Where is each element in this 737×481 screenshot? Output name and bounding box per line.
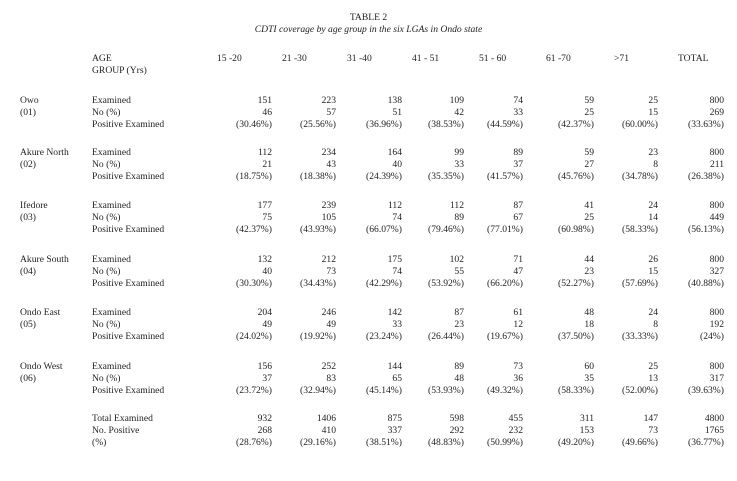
no-value: 268 [257, 425, 272, 436]
examined-value: 112 [449, 200, 464, 211]
examined-value: 102 [449, 254, 464, 265]
table-title: TABLE 2 [349, 12, 388, 23]
examined-value: 800 [709, 307, 724, 318]
no-value: 25 [584, 107, 594, 118]
lga-group-5 [0, 307, 737, 343]
no-value: 23 [454, 319, 464, 330]
lga-name: Owo [20, 95, 39, 106]
lga-name: Ondo East [20, 307, 61, 318]
pct-value: (60.98%) [558, 224, 594, 235]
examined-value: 48 [584, 307, 594, 318]
no-value: 18 [584, 319, 594, 330]
examined-value: 204 [257, 307, 272, 318]
value-column-15-20 [236, 361, 272, 397]
pct-value: (49.66%) [622, 437, 658, 448]
no-value: 40 [392, 159, 402, 170]
no-value: 36 [513, 373, 523, 384]
pct-value: (33.33%) [622, 331, 658, 342]
pct-value: (79.46%) [428, 224, 464, 235]
pct-value: (48.83%) [428, 437, 464, 448]
positive-examined-label: Positive Examined [92, 119, 165, 130]
no-value: 55 [454, 266, 464, 277]
no-value: 317 [709, 373, 724, 384]
examined-value: 239 [321, 200, 336, 211]
col-header-total: TOTAL [678, 53, 709, 64]
no-value: 67 [513, 212, 523, 223]
examined-value: 25 [648, 361, 658, 372]
no-value: 410 [321, 425, 336, 436]
examined-value: 73 [513, 361, 523, 372]
no-pct-label: No (%) [92, 107, 121, 118]
value-column-15-20 [236, 200, 272, 236]
pct-value: (18.38%) [300, 171, 336, 182]
no-value: 73 [326, 266, 336, 277]
no-value: 153 [579, 425, 594, 436]
value-column-over-71 [622, 200, 658, 236]
value-column-total [688, 254, 724, 290]
examined-value: 23 [648, 147, 658, 158]
no-value: 57 [326, 107, 336, 118]
value-column-21-30 [300, 254, 336, 290]
positive-examined-label: Positive Examined [92, 331, 165, 342]
examined-value: 87 [454, 307, 464, 318]
pct-value: (50.99%) [487, 437, 523, 448]
no-value: 449 [709, 212, 724, 223]
total-examined-label: Total Examined [92, 413, 153, 424]
lga-label [20, 200, 48, 224]
examined-value: 25 [648, 95, 658, 106]
pct-value: (25.56%) [300, 119, 336, 130]
no-pct-label: No (%) [92, 212, 121, 223]
lga-group-6 [0, 361, 737, 397]
examined-value: 252 [321, 361, 336, 372]
no-positive-label: No. Positive [92, 425, 140, 436]
pct-value: (44.59%) [487, 119, 523, 130]
pct-value: (18.75%) [236, 171, 272, 182]
pct-value: (38.51%) [366, 437, 402, 448]
no-value: 33 [454, 159, 464, 170]
no-value: 46 [262, 107, 272, 118]
table-subtitle: CDTI coverage by age group in the six LGAs in Ondo state [254, 24, 483, 35]
value-column-51-60 [487, 413, 523, 449]
no-value: 15 [648, 266, 658, 277]
value-column-51-60 [487, 254, 523, 290]
value-column-31-40 [366, 254, 402, 290]
value-column-41-51 [428, 361, 464, 397]
examined-label: Examined [92, 254, 131, 265]
value-column-21-30 [300, 95, 336, 131]
pct-value: (45.14%) [366, 385, 402, 396]
value-column-over-71 [622, 95, 658, 131]
value-column-21-30 [300, 307, 336, 343]
lga-label [20, 361, 63, 385]
pct-value: (53.92%) [428, 278, 464, 289]
examined-value: 800 [709, 200, 724, 211]
col-header-41-51: 41 - 51 [412, 53, 440, 64]
lga-group-4 [0, 254, 737, 290]
examined-value: 112 [257, 147, 272, 158]
no-value: 75 [262, 212, 272, 223]
pct-value: (39.63%) [688, 385, 724, 396]
lga-label [20, 254, 69, 278]
examined-value: 89 [513, 147, 523, 158]
row-labels [92, 361, 164, 397]
pct-value: (30.46%) [236, 119, 272, 130]
value-column-31-40 [366, 361, 402, 397]
examined-label: Examined [92, 147, 131, 158]
no-value: 327 [709, 266, 724, 277]
row-labels [92, 200, 164, 236]
examined-value: 800 [709, 147, 724, 158]
percent-label: (%) [92, 437, 107, 448]
examined-value: 1406 [316, 413, 336, 424]
no-value: 74 [392, 212, 402, 223]
examined-value: 99 [454, 147, 464, 158]
no-value: 35 [584, 373, 594, 384]
col-header-21-30: 21 -30 [282, 53, 307, 64]
examined-value: 175 [387, 254, 402, 265]
examined-value: 61 [513, 307, 523, 318]
row-labels [92, 254, 164, 290]
pct-value: (37.50%) [558, 331, 594, 342]
pct-value: (45.76%) [558, 171, 594, 182]
no-value: 8 [653, 159, 658, 170]
no-value: 40 [262, 266, 272, 277]
examined-value: 4800 [704, 413, 724, 424]
lga-code: (02) [20, 159, 36, 170]
no-value: 89 [454, 212, 464, 223]
no-pct-label: No (%) [92, 159, 121, 170]
value-column-51-60 [487, 361, 523, 397]
pct-value: (19.67%) [487, 331, 523, 342]
examined-value: 164 [387, 147, 402, 158]
value-column-31-40 [366, 200, 402, 236]
pct-value: (36.96%) [366, 119, 402, 130]
value-column-over-71 [622, 413, 658, 449]
pct-value: (32.94%) [300, 385, 336, 396]
pct-value: (43.93%) [300, 224, 336, 235]
positive-examined-label: Positive Examined [92, 171, 165, 182]
pct-value: (26.38%) [688, 171, 724, 182]
examined-label: Examined [92, 307, 131, 318]
age-group-header: AGE GROUP (Yrs) [92, 53, 147, 76]
no-value: 49 [262, 319, 272, 330]
column-header-row [0, 53, 737, 83]
value-column-total [688, 413, 724, 449]
pct-value: (49.20%) [558, 437, 594, 448]
no-value: 25 [584, 212, 594, 223]
pct-value: (52.27%) [558, 278, 594, 289]
value-column-31-40 [366, 95, 402, 131]
examined-value: 138 [387, 95, 402, 106]
value-column-41-51 [428, 200, 464, 236]
value-column-61-70 [558, 254, 594, 290]
examined-value: 24 [648, 200, 658, 211]
totals-labels [92, 413, 153, 449]
pct-value: (66.20%) [487, 278, 523, 289]
col-header-15-20: 15 -20 [217, 53, 242, 64]
lga-code: (01) [20, 107, 36, 118]
examined-value: 87 [513, 200, 523, 211]
table-title-block [0, 12, 737, 36]
pct-value: (66.07%) [366, 224, 402, 235]
col-header-51-60: 51 - 60 [479, 53, 507, 64]
no-value: 21 [262, 159, 272, 170]
pct-value: (38.53%) [428, 119, 464, 130]
examined-value: 223 [321, 95, 336, 106]
value-column-over-71 [622, 147, 658, 183]
pct-value: (52.00%) [622, 385, 658, 396]
no-value: 211 [709, 159, 724, 170]
pct-value: (40.88%) [688, 278, 724, 289]
no-value: 48 [454, 373, 464, 384]
lga-group-3 [0, 200, 737, 236]
row-labels [92, 307, 164, 343]
no-value: 42 [454, 107, 464, 118]
no-value: 1765 [704, 425, 724, 436]
value-column-61-70 [558, 361, 594, 397]
no-value: 232 [508, 425, 523, 436]
value-column-31-40 [366, 147, 402, 183]
no-value: 269 [709, 107, 724, 118]
value-column-61-70 [558, 307, 594, 343]
examined-value: 26 [648, 254, 658, 265]
examined-value: 151 [257, 95, 272, 106]
value-column-15-20 [236, 254, 272, 290]
value-column-31-40 [366, 413, 402, 449]
pct-value: (24%) [700, 331, 724, 342]
no-pct-label: No (%) [92, 373, 121, 384]
examined-value: 800 [709, 361, 724, 372]
pct-value: (57.69%) [622, 278, 658, 289]
no-value: 292 [449, 425, 464, 436]
no-value: 37 [262, 373, 272, 384]
totals-group [0, 413, 737, 449]
examined-value: 800 [709, 95, 724, 106]
examined-value: 455 [508, 413, 523, 424]
value-column-41-51 [428, 413, 464, 449]
lga-code: (05) [20, 319, 36, 330]
value-column-21-30 [300, 200, 336, 236]
positive-examined-label: Positive Examined [92, 278, 165, 289]
value-column-21-30 [300, 147, 336, 183]
examined-value: 144 [387, 361, 402, 372]
examined-value: 44 [584, 254, 594, 265]
examined-value: 60 [584, 361, 594, 372]
value-column-15-20 [236, 95, 272, 131]
value-column-31-40 [366, 307, 402, 343]
value-column-51-60 [487, 307, 523, 343]
examined-value: 932 [257, 413, 272, 424]
no-value: 14 [648, 212, 658, 223]
pct-value: (19.92%) [300, 331, 336, 342]
lga-label [20, 307, 60, 331]
no-value: 12 [513, 319, 523, 330]
value-column-total [688, 95, 724, 131]
pct-value: (42.29%) [366, 278, 402, 289]
pct-value: (36.77%) [688, 437, 724, 448]
examined-value: 132 [257, 254, 272, 265]
pct-value: (34.43%) [300, 278, 336, 289]
pct-value: (28.76%) [236, 437, 272, 448]
value-column-over-71 [622, 361, 658, 397]
examined-value: 177 [257, 200, 272, 211]
no-value: 8 [653, 319, 658, 330]
no-value: 337 [387, 425, 402, 436]
examined-value: 800 [709, 254, 724, 265]
lga-group-2 [0, 147, 737, 183]
pct-value: (30.30%) [236, 278, 272, 289]
value-column-total [700, 307, 724, 343]
pct-value: (24.39%) [366, 171, 402, 182]
value-column-51-60 [487, 147, 523, 183]
pct-value: (49.32%) [487, 385, 523, 396]
lga-code: (03) [20, 212, 36, 223]
no-value: 43 [326, 159, 336, 170]
lga-name: Ifedore [20, 200, 48, 211]
pct-value: (42.37%) [558, 119, 594, 130]
pct-value: (35.35%) [428, 171, 464, 182]
examined-value: 71 [513, 254, 523, 265]
row-labels [92, 95, 164, 131]
no-value: 74 [392, 266, 402, 277]
lga-code: (04) [20, 266, 36, 277]
lga-name: Akure North [20, 147, 69, 158]
pct-value: (77.01%) [487, 224, 523, 235]
value-column-41-51 [428, 95, 464, 131]
lga-group-1 [0, 95, 737, 131]
value-column-51-60 [487, 95, 523, 131]
examined-value: 598 [449, 413, 464, 424]
value-column-total [688, 361, 724, 397]
no-value: 73 [648, 425, 658, 436]
no-value: 47 [513, 266, 523, 277]
examined-value: 59 [584, 95, 594, 106]
no-pct-label: No (%) [92, 266, 121, 277]
row-labels [92, 147, 164, 183]
value-column-51-60 [487, 200, 523, 236]
examined-value: 24 [648, 307, 658, 318]
examined-value: 147 [643, 413, 658, 424]
examined-value: 41 [584, 200, 594, 211]
pct-value: (53.93%) [428, 385, 464, 396]
examined-value: 109 [449, 95, 464, 106]
col-header-over-71: >71 [614, 53, 630, 64]
no-value: 23 [584, 266, 594, 277]
examined-value: 142 [387, 307, 402, 318]
examined-value: 112 [387, 200, 402, 211]
positive-examined-label: Positive Examined [92, 224, 165, 235]
examined-value: 311 [579, 413, 594, 424]
lga-label [20, 147, 69, 171]
value-column-61-70 [558, 147, 594, 183]
value-column-total [688, 147, 724, 183]
pct-value: (58.33%) [622, 224, 658, 235]
col-header-31-40: 31 -40 [347, 53, 372, 64]
col-header-61-70: 61 -70 [546, 53, 571, 64]
pct-value: (23.24%) [366, 331, 402, 342]
value-column-61-70 [558, 413, 594, 449]
value-column-41-51 [428, 147, 464, 183]
examined-value: 156 [257, 361, 272, 372]
value-column-41-51 [428, 307, 464, 343]
value-column-21-30 [300, 361, 336, 397]
no-value: 65 [392, 373, 402, 384]
examined-value: 59 [584, 147, 594, 158]
value-column-over-71 [622, 307, 658, 343]
no-value: 33 [392, 319, 402, 330]
value-column-61-70 [558, 95, 594, 131]
pct-value: (26.44%) [428, 331, 464, 342]
lga-name: Ondo West [20, 361, 63, 372]
examined-value: 246 [321, 307, 336, 318]
no-value: 83 [326, 373, 336, 384]
no-value: 15 [648, 107, 658, 118]
pct-value: (58.33%) [558, 385, 594, 396]
no-pct-label: No (%) [92, 319, 121, 330]
no-value: 37 [513, 159, 523, 170]
examined-value: 875 [387, 413, 402, 424]
value-column-15-20 [236, 147, 272, 183]
no-value: 33 [513, 107, 523, 118]
no-value: 51 [392, 107, 402, 118]
value-column-total [688, 200, 724, 236]
examined-value: 212 [321, 254, 336, 265]
no-value: 192 [709, 319, 724, 330]
examined-value: 74 [513, 95, 523, 106]
value-column-over-71 [622, 254, 658, 290]
examined-value: 89 [454, 361, 464, 372]
no-value: 27 [584, 159, 594, 170]
positive-examined-label: Positive Examined [92, 385, 165, 396]
value-column-15-20 [236, 413, 272, 449]
pct-value: (24.02%) [236, 331, 272, 342]
no-value: 49 [326, 319, 336, 330]
examined-label: Examined [92, 95, 131, 106]
value-column-41-51 [428, 254, 464, 290]
examined-label: Examined [92, 200, 131, 211]
pct-value: (41.57%) [487, 171, 523, 182]
pct-value: (60.00%) [622, 119, 658, 130]
value-column-21-30 [300, 413, 336, 449]
pct-value: (56.13%) [688, 224, 724, 235]
pct-value: (23.72%) [236, 385, 272, 396]
lga-code: (06) [20, 373, 36, 384]
no-value: 13 [648, 373, 658, 384]
pct-value: (42.37%) [236, 224, 272, 235]
value-column-61-70 [558, 200, 594, 236]
examined-value: 234 [321, 147, 336, 158]
value-column-15-20 [236, 307, 272, 343]
no-value: 105 [321, 212, 336, 223]
examined-label: Examined [92, 361, 131, 372]
lga-name: Akure South [20, 254, 69, 265]
pct-value: (33.63%) [688, 119, 724, 130]
pct-value: (29.16%) [300, 437, 336, 448]
lga-label [20, 95, 39, 119]
pct-value: (34.78%) [622, 171, 658, 182]
